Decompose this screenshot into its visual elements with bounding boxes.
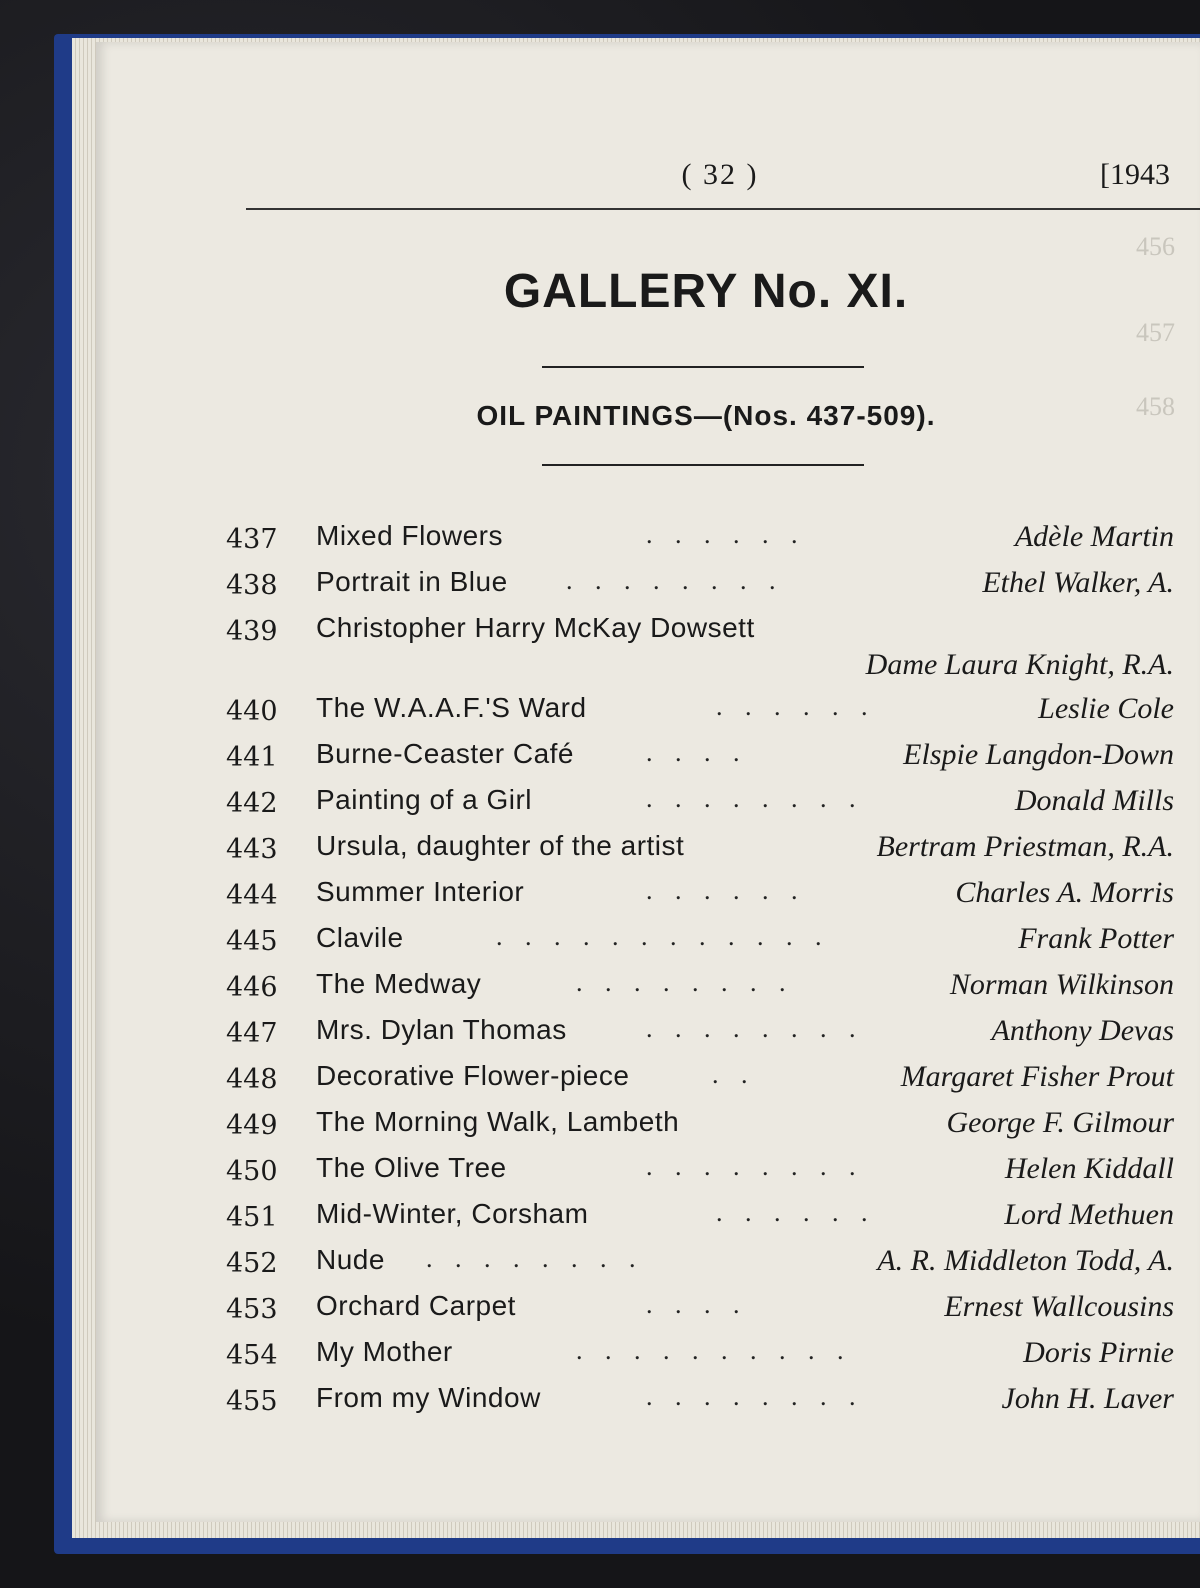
catalogue-entry <box>226 1060 1174 1100</box>
entry-number: 446 <box>226 972 278 1003</box>
entry-title: Nude <box>316 1244 385 1275</box>
entry-title: Mid-Winter, Corsham <box>316 1198 589 1229</box>
entry-artist: Norman Wilkinson <box>949 968 1174 1001</box>
entry-title: The W.A.A.F.'S Ward <box>316 692 587 723</box>
entry-artist: Ernest Wallcousins <box>944 1290 1174 1323</box>
dot-leader: . . . . . . . . . . <box>576 1336 852 1365</box>
divider-rule <box>542 366 864 368</box>
entry-number: 451 <box>226 1202 278 1233</box>
entry-artist: Doris Pirnie <box>1023 1336 1174 1369</box>
gallery-title: GALLERY No. XI. <box>503 265 909 318</box>
catalogue-entry <box>226 1198 1174 1238</box>
dot-leader: . . . . <box>646 1290 748 1319</box>
entry-artist: George F. Gilmour <box>946 1106 1174 1139</box>
entry-title: Summer Interior <box>316 876 525 907</box>
divider-rule <box>542 464 864 466</box>
catalogue-entry <box>226 830 1174 870</box>
entry-title: The Olive Tree <box>316 1152 507 1183</box>
entry-number: 440 <box>226 696 278 727</box>
entry-artist: Elspie Langdon-Down <box>903 738 1174 771</box>
entry-artist: Dame Laura Knight, R.A. <box>865 648 1174 681</box>
header-rule <box>246 208 1200 210</box>
dot-leader: . . . . <box>646 738 748 767</box>
dot-leader: . . . . . . . . <box>576 968 794 997</box>
entry-number: 442 <box>226 788 278 819</box>
entry-title: From my Window <box>316 1382 541 1413</box>
entry-title: Christopher Harry McKay Dowsett <box>316 612 755 643</box>
entry-artist: John H. Laver <box>1001 1382 1174 1415</box>
dot-leader: . . . . . . <box>716 1198 876 1227</box>
dot-leader: . . . . . . . . <box>426 1244 644 1273</box>
dot-leader: . . . . . . . . <box>566 566 784 595</box>
catalogue-entry <box>226 738 1174 778</box>
entry-title: My Mother <box>316 1336 453 1367</box>
entry-title: Clavile <box>316 922 404 953</box>
header-year: [1943 <box>1100 158 1170 191</box>
entry-artist: Anthony Devas <box>991 1014 1174 1047</box>
entry-number: 454 <box>226 1340 278 1371</box>
dot-leader: . . . . . . . . <box>646 1152 864 1181</box>
entry-title: Orchard Carpet <box>316 1290 516 1321</box>
dot-leader: . . . . . . <box>646 520 806 549</box>
entry-title: Decorative Flower-piece <box>316 1060 630 1091</box>
catalogue-entry <box>226 1152 1174 1192</box>
entry-number: 437 <box>226 524 278 555</box>
entry-artist: Helen Kiddall <box>1004 1152 1174 1185</box>
catalogue-entry <box>226 1106 1174 1146</box>
dot-leader: . . . . . . <box>646 876 806 905</box>
catalogue-entry <box>226 876 1174 916</box>
entry-number: 447 <box>226 1018 278 1049</box>
catalogue-entry <box>226 692 1174 732</box>
dot-leader: . . . . . . . . <box>646 784 864 813</box>
show-through-mark: 458 <box>1136 392 1175 421</box>
entry-artist: Lord Methuen <box>1004 1198 1174 1231</box>
entry-artist: Margaret Fisher Prout <box>900 1060 1174 1093</box>
show-through-mark: 456 <box>1136 232 1175 261</box>
entry-number: 453 <box>226 1294 278 1325</box>
show-through-mark: 457 <box>1136 318 1175 347</box>
entry-title: The Medway <box>316 968 482 999</box>
catalogue-entry <box>226 784 1174 824</box>
entry-number: 443 <box>226 834 278 865</box>
entry-artist: Ethel Walker, A. <box>982 566 1174 599</box>
entry-number: 439 <box>226 616 278 647</box>
entry-title: The Morning Walk, Lambeth <box>316 1106 680 1137</box>
entry-number: 448 <box>226 1064 278 1095</box>
entry-title: Ursula, daughter of the artist <box>316 830 685 861</box>
catalogue-entry <box>226 612 1174 692</box>
page-number: ( 32 ) <box>681 158 759 191</box>
entry-artist: Adèle Martin <box>1014 520 1174 553</box>
section-title: OIL PAINTINGS—(Nos. 437-509). <box>476 400 936 431</box>
catalogue-entry <box>226 1336 1174 1376</box>
catalogue-entry <box>226 1244 1174 1284</box>
entry-number: 438 <box>226 570 278 601</box>
entry-number: 445 <box>226 926 278 957</box>
entry-number: 441 <box>226 742 278 773</box>
entry-title: Portrait in Blue <box>316 566 508 597</box>
dot-leader: . . . . . . . . <box>646 1382 864 1411</box>
entry-artist: Leslie Cole <box>1038 692 1174 725</box>
entry-number: 449 <box>226 1110 278 1141</box>
entry-artist: Donald Mills <box>1014 784 1174 817</box>
entry-artist: Bertram Priestman, R.A. <box>876 830 1174 863</box>
entry-title: Painting of a Girl <box>316 784 532 815</box>
dot-leader: . . . . . . . . <box>646 1014 864 1043</box>
entry-number: 452 <box>226 1248 278 1279</box>
entry-number: 450 <box>226 1156 278 1187</box>
catalogue-entry <box>226 1290 1174 1330</box>
entry-artist: Charles A. Morris <box>955 876 1174 909</box>
entry-title: Mixed Flowers <box>316 520 503 551</box>
dot-leader: . . . . . . <box>716 692 876 721</box>
entry-artist: A. R. Middleton Todd, A. <box>877 1244 1174 1277</box>
catalogue-page <box>96 42 1200 1522</box>
catalogue-entry <box>226 1014 1174 1054</box>
entry-title: Mrs. Dylan Thomas <box>316 1014 567 1045</box>
catalogue-entry <box>226 520 1174 560</box>
catalogue-entry <box>226 922 1174 962</box>
dot-leader: . . . . . . . . . . . . <box>496 922 830 951</box>
entry-title: Burne-Ceaster Café <box>316 738 575 769</box>
catalogue-entry <box>226 1382 1174 1422</box>
entry-artist: Frank Potter <box>1018 922 1174 955</box>
catalogue-entry <box>226 566 1174 606</box>
dot-leader: . . <box>712 1060 756 1089</box>
entry-number: 444 <box>226 880 278 911</box>
catalogue-entry <box>226 968 1174 1008</box>
entry-number: 455 <box>226 1386 278 1417</box>
